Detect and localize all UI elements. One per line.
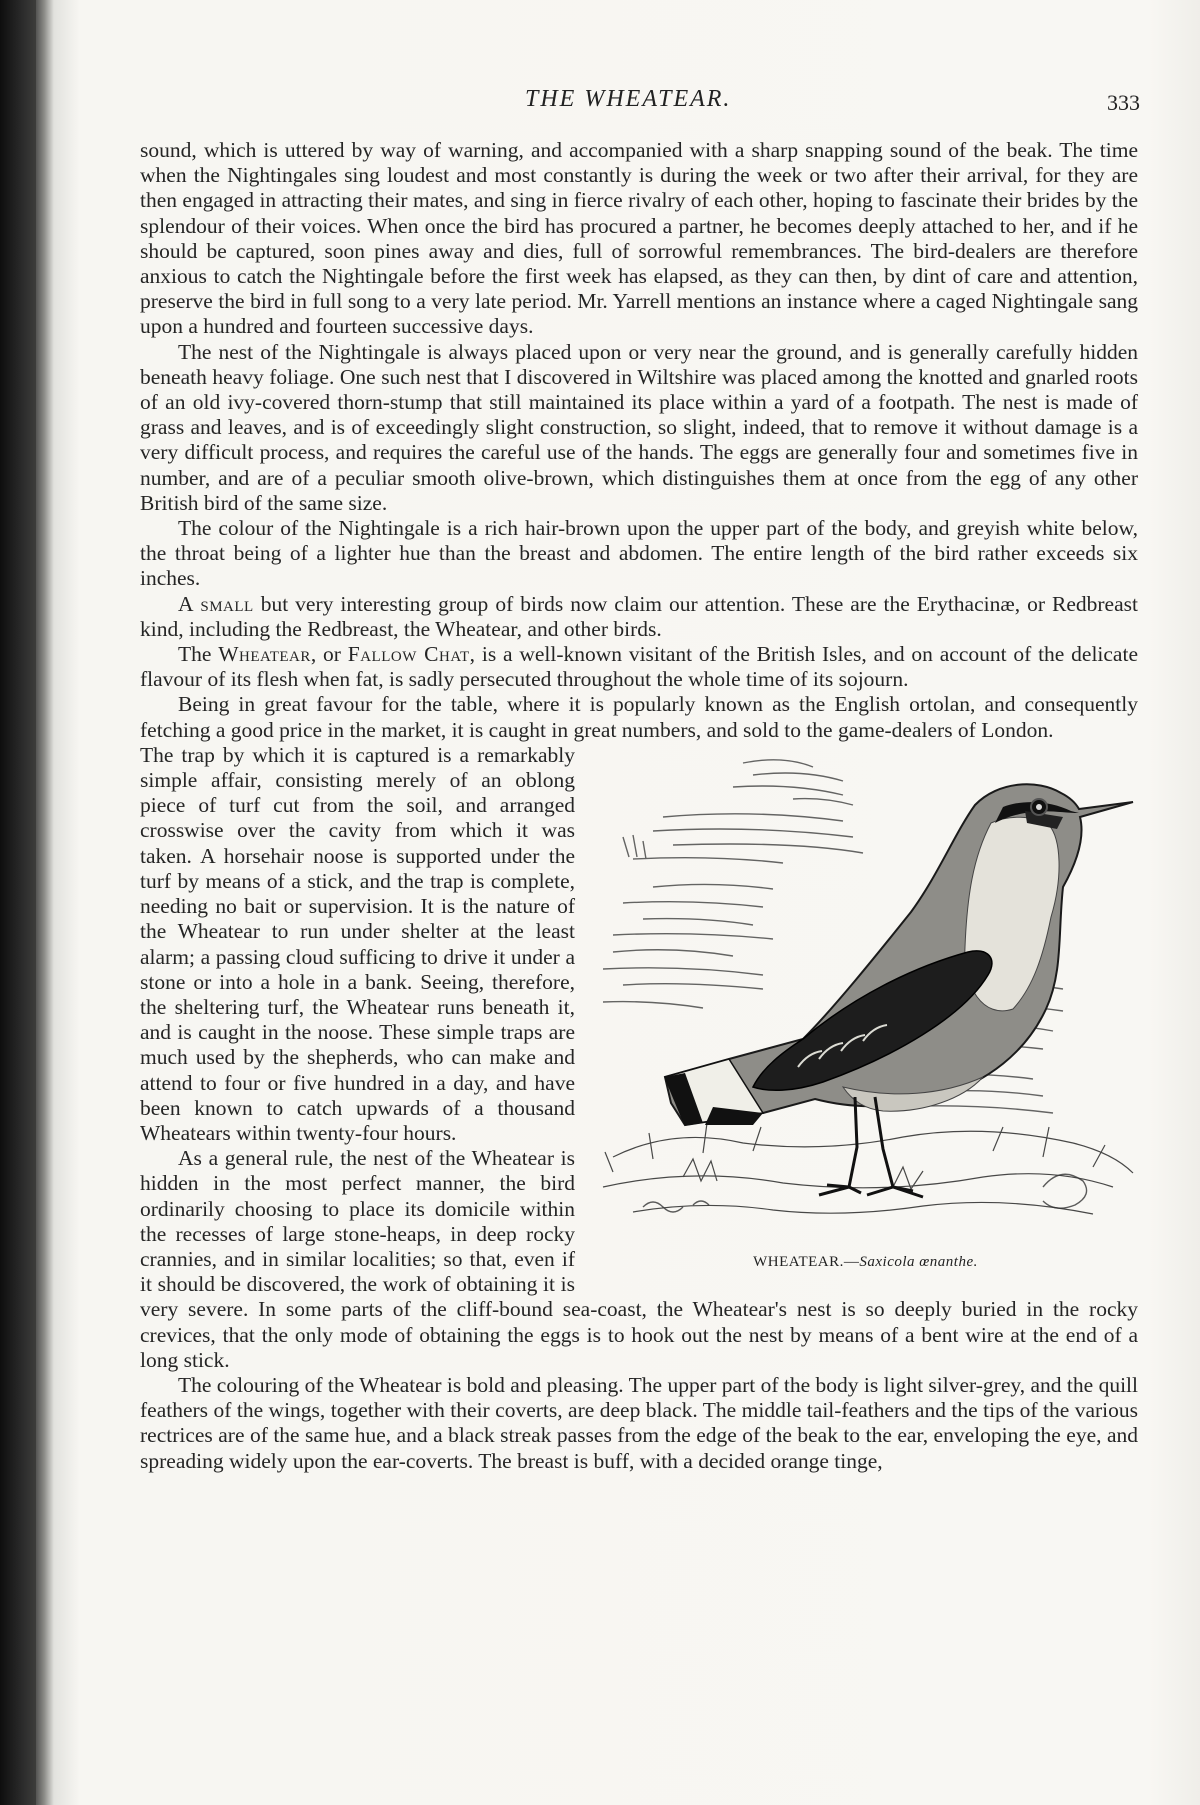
paragraph-erythacinae: A small but very interesting group of birds now claim our attention. These are the Erythacinæ, or Redbreast kind, including the Redbreast, the Wheatear, and other birds. bbox=[140, 591, 1138, 641]
page-header bbox=[140, 86, 1140, 126]
small-caps-lead: A small bbox=[178, 591, 254, 616]
running-title: THE WHEATEAR. bbox=[525, 86, 732, 112]
paragraph-wheatear-intro: The Wheatear, or Fallow Chat, is a well-known visitant of the British Isles, and on account of the delicate flavour of its flesh when fat, is sadly persecuted throughout the whole time of its sojourn. bbox=[140, 642, 1138, 692]
paragraph-wheatear-trap: The trap by which it is captured is a remarkably simple affair, consisting merely of an oblong piece of turf cut from the soil, and arranged crosswise over the cavity from which it was taken. A horsehair noose is supported under the turf by means of a stick, and the trap is complete, needing no bait or supervision. It is the nature of the Wheatear to run under shelter at the least alarm; a passing cloud sufficing to drive it under a stone or into a hole in a bank. Seeing, therefore, the sheltering turf, the Wheatear runs beneath it, and is caught in the noose. These simple traps are much used by the shepherds, who can make and attend to four or five hundred in a day, and have been known to catch upwards of a thousand Wheatears within twenty-four hours. bbox=[140, 742, 575, 1145]
paragraph-nightingale-song: sound, which is uttered by way of warning, and accompanied with a sharp snapping sound of the beak. The time when the Nightingales sing loudest and most constantly is during the week or two after their arrival, for they are then engaged in attracting their mates, and sing in fierce rivalry of each other, hoping to fascinate their brides by the splendour of their voices. When once the bird has procured a partner, he becomes deeply attached to her, and if he should be captured, soon pines away and dies, full of sorrowful remembrances. The bird-dealers are therefore anxious to catch the Nightingale before the first week has elapsed, as they can then, by dint of care and attention, preserve the bird in full song to a very late period. Mr. Yarrell mentions an instance where a caged Nightingale sang upon a hundred and fourteen successive days. bbox=[140, 138, 1138, 339]
wheatear-engraving bbox=[593, 747, 1138, 1247]
paragraph-nightingale-nest: The nest of the Nightingale is always placed upon or very near the ground, and is generally carefully hidden beneath heavy foliage. One such nest that I discovered in Wiltshire was placed among the knotted and gnarled roots of an old ivy-covered thorn-stump that still maintained its place within a yard of a footpath. The nest is made of grass and leaves, and is of exceedingly slight construction, so slight, indeed, that to remove it without damage is a very difficult process, and requires the careful use of the hands. The eggs are generally four and sometimes five in number, and are of a peculiar smooth olive-brown, which distinguishes them at once from the egg of any other British bird of the same size. bbox=[140, 339, 1138, 515]
book-spine-shadow bbox=[0, 0, 36, 1805]
paragraph-wheatear-nest: As a general rule, the nest of the Wheatear is hidden in the most perfect manner, the bird ordinarily choosing to place its domicile within the recesses of large stone-heaps, in deep rocky crannies, and in similar localities; so that, even if it should be discovered, the work of obtaining it is very severe. In some parts of the cliff-bound sea-coast, the Wheatear's nest is so deeply buried in the rocky crevices, that the only mode of obtaining the eggs is to hook out the nest by means of a bent wire at the end of a long stick. bbox=[140, 1146, 1138, 1372]
species-name-wheatear: Wheatear bbox=[218, 642, 311, 667]
caption-name: WHEATEAR. bbox=[753, 1253, 844, 1270]
paragraph-wheatear-trade: Being in great favour for the table, where it is popularly known as the English ortolan, and consequently fetching a good price in the market, it is caught in great numbers, and sold to the game-dealers of London. bbox=[140, 692, 1138, 742]
caption-latin-name: Saxicola œnanthe. bbox=[859, 1253, 978, 1270]
page-number: 333 bbox=[1107, 90, 1140, 115]
body-text bbox=[140, 138, 1138, 1474]
figure-caption: WHEATEAR.—Saxicola œnanthe. bbox=[753, 1253, 978, 1270]
paragraph-nightingale-colour: The colour of the Nightingale is a rich hair-brown upon the upper part of the body, and greyish white below, the throat being of a lighter hue than the breast and abdomen. The entire length of the bird rather exceeds six inches. bbox=[140, 516, 1138, 591]
paragraph-wheatear-colouring: The colouring of the Wheatear is bold and pleasing. The upper part of the body is light silver-grey, and the quill feathers of the wings, together with their coverts, are deep black. The middle tail-feathers and the tips of the various rectrices are of the same hue, and a black streak passes from the edge of the beak to the ear, enveloping the eye, and spreading widely upon the ear-coverts. The breast is buff, with a decided orange tinge, bbox=[140, 1372, 1138, 1473]
wheatear-illustration bbox=[593, 747, 1138, 1279]
species-name-fallow-chat: Fallow Chat bbox=[347, 642, 470, 667]
